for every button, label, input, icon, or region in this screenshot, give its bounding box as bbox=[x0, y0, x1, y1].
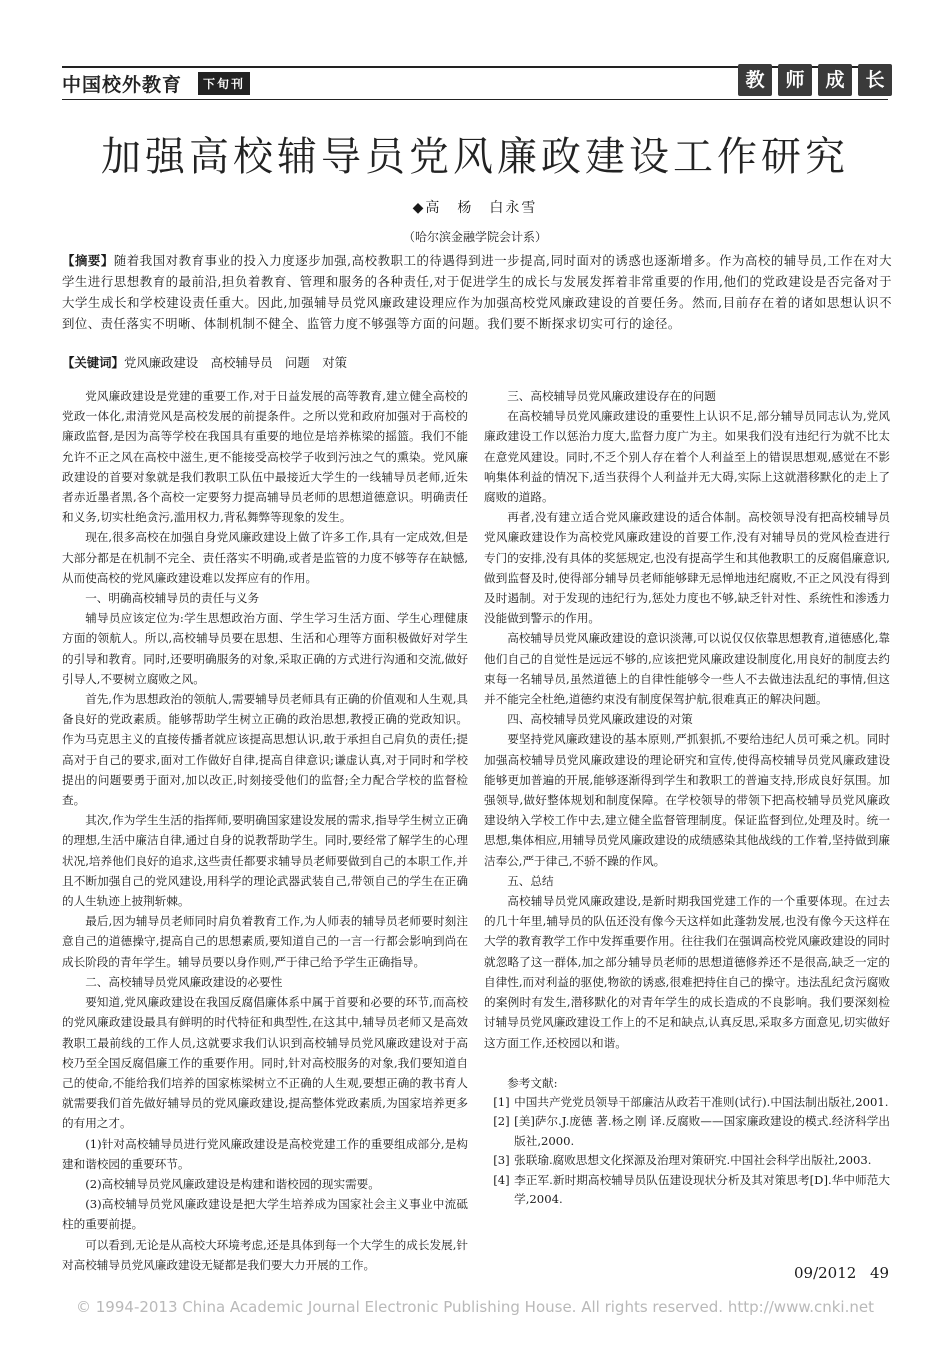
body-column-left bbox=[62, 386, 468, 1275]
body-paragraph: 要坚持党风廉政建设的基本原则,严抓狠抓,不要给违纪人员可乘之机。同时加强高校辅导员党风廉政建设的理论研究和宣传,使得高校辅导员党风廉政建设能够更加普遍的开展,能够逐渐得到学生和教职工的普遍支持,形成良好氛围。加强领导,做好整体规划和制度保障。在学校领导的带领下把高校辅导员党风廉政建设纳入学校工作中去,建立健全监督管理制度。保证监督到位,处理及时。统一思想,集体相应,用辅导员党风廉政建设的成绩感染其他战线的工作着,坚持做到廉洁奉公,严于律己,不骄不躁的作风。 bbox=[484, 732, 890, 868]
body-paragraph: 在高校辅导员党风廉政建设的重要性上认识不足,部分辅导员同志认为,党风廉政建设工作以惩治力度大,监督力度广为主。如果我们没有违纪行为就不比太在意党风建设。同时,不乏个别人存在着个人利益至上的错误思想观,感觉在不影响集体利益的情况下,适当获得个人利益并无大碍,实际上这就潜移默化的走上了腐败的道路。 bbox=[484, 409, 890, 505]
keywords-text: 党风廉政建设 高校辅导员 问题 对策 bbox=[123, 355, 347, 370]
column-name bbox=[738, 64, 892, 96]
section-heading: 五、总结 bbox=[507, 873, 554, 888]
reference-number: [2] bbox=[493, 1114, 510, 1129]
issue-label: 下旬刊 bbox=[198, 72, 250, 95]
reference-item bbox=[484, 1171, 890, 1210]
abstract-text: 随着我国对教育事业的投入力度逐步加强,高校教职工的待遇得到进一步提高,同时面对的诱惑也逐渐增多。作为高校的辅导员,工作在对大学生进行思想教育的最前沿,担负着教育、管理和服务的各种责任,对于促进学生的成长与发展发挥着非常重要的作用,他们的党政建设是否完备对于大学生成长和学校建设责任重大。因此,加强辅导员党风廉政建设理应作为加强高校党风廉政建设的首要任务。然而,目前存在着的诸如思想认识不到位、责任落实不明晰、体制机制不健全、监管力度不够强等方面的问题。我们要不断探求切实可行的途径。 bbox=[62, 253, 892, 331]
body-paragraph: 可以看到,无论是从高校大环境考虑,还是具体到每一个大学生的成长发展,针对高校辅导员党风廉政建设无疑都是我们要大力开展的工作。 bbox=[62, 1237, 468, 1272]
reference-text: 中国共产党党员领导干部廉洁从政若干准则(试行).中国法制出版社,2001. bbox=[514, 1094, 889, 1109]
reference-text: 张联瑜.腐败思想文化探源及治理对策研究.中国社会科学出版社,2003. bbox=[514, 1153, 872, 1168]
keywords bbox=[62, 352, 892, 373]
body-column-right bbox=[484, 386, 890, 1210]
article-title: 加强高校辅导员党风廉政建设工作研究 bbox=[101, 134, 849, 180]
reference-item bbox=[484, 1151, 890, 1171]
reference-number: [4] bbox=[493, 1172, 510, 1187]
column-char: 成 bbox=[818, 64, 852, 96]
body-paragraph: 要知道,党风廉政建设在我国反腐倡廉体系中属于首要和必要的环节,而高校的党风廉政建设最具有鲜明的时代特征和典型性,在这其中,辅导员老师又是高效教职工最前线的工作人员,这就要求我们认识到高校辅导员党风廉政建设对于高校乃至全国反腐倡廉工作的重要作用。同时,针对高校服务的对象,我们要知道自己的使命,不能给我们培养的国家栋梁树立不正确的人生观,要想正确的教书育人就需要我们首先做好辅导员的党风廉政建设,提高整体党政素质,为国家培养更多的有用之才。 bbox=[62, 995, 468, 1131]
reference-item bbox=[484, 1093, 890, 1113]
body-paragraph: 最后,因为辅导员老师同时肩负着教育工作,为人师表的辅导员老师要时刻注意自己的道德操守,提高自己的思想素质,要知道自己的一言一行都会影响到尚在成长阶段的青年学生。辅导员要以身作则,严于律己给予学生正确指导。 bbox=[62, 914, 468, 969]
column-char: 师 bbox=[778, 64, 812, 96]
body-paragraph: 再者,没有建立适合党风廉政建设的适合体制。高校领导没有把高校辅导员党风廉政建设作为高校党风廉政建设的首要工作,没有对辅导员的党风检查进行专门的安排,没有具体的奖惩规定,也没有提高学生和其他教职工的反腐倡廉意识,做到监督及时,使得部分辅导员老师能够肆无忌惮地违纪腐败,不正之风没有得到及时遏制。对于发现的违纪行为,惩处力度也不够,缺乏针对性、系统性和渗透力没能做到警示的作用。 bbox=[484, 510, 890, 626]
page-number: 49 bbox=[870, 1264, 890, 1282]
abstract bbox=[62, 250, 892, 334]
body-paragraph: 首先,作为思想政治的领航人,需要辅导员老师具有正确的价值观和人生观,具备良好的党政素质。能够帮助学生树立正确的政治思想,教授正确的党政知识。作为马克思主义的直接传播者就应该提高思想认识,敢于承担自己肩负的责任;提高对于自己的要求,面对工作做好自律,提高自律意识;谦虚认真,对于同时和学校提出的问题要勇于面对,加以改正,时刻接受他们的监督;全力配合学校的监督检查。 bbox=[62, 692, 468, 808]
section-heading: 四、高校辅导员党风廉政建设的对策 bbox=[507, 712, 693, 727]
body-paragraph: (1)针对高校辅导员进行党风廉政建设是高校党建工作的重要组成部分,是构建和谐校园的重要环节。 bbox=[62, 1136, 468, 1171]
body-paragraph: 高校辅导员党风廉政建设,是新时期我国党建工作的一个重要体现。在过去的几十年里,辅导员的队伍还没有像今天这样如此蓬勃发展,也没有像今天这样在大学的教育教学工作中发挥重要作用。往往我们在强调高校党风廉政建设的同时就忽略了这一群体,加之部分辅导员老师的思想道德修养还不是很高,缺乏一定的自律性,而对利益的驱使,物欲的诱惑,很难把持住自己的操守。违法乱纪贪污腐败的案例时有发生,潜移默化的对青年学生的成长造成的不良影响。我们要深刻检讨辅导员党风廉政建设工作上的不足和缺点,认真反思,采取多方面意见,切实做好这方面工作,还校园以和谐。 bbox=[484, 894, 890, 1050]
article-affiliation: （哈尔滨金融学院会计系） bbox=[402, 230, 547, 244]
section-heading: 二、高校辅导员党风廉政建设的必要性 bbox=[85, 974, 283, 989]
column-char: 教 bbox=[738, 64, 772, 96]
references-title: 参考文献: bbox=[507, 1075, 558, 1090]
body-paragraph: (2)高校辅导员党风廉政建设是构建和谐校园的现实需要。 bbox=[85, 1176, 380, 1191]
body-paragraph: 其次,作为学生生活的指挥师,要明确国家建设发展的需求,指导学生树立正确的理想,生活中廉洁自律,通过自身的说教帮助学生。同时,要经常了解学生的心理状况,培养他们良好的追求,这些责任都要求辅导员老师要做到自己的本职工作,并且不断加强自己的党风建设,用科学的理论武器武装自己,带领自己的学生在正确的人生轨迹上披荆斩棘。 bbox=[62, 813, 468, 909]
body-paragraph: 现在,很多高校在加强自身党风廉政建设上做了许多工作,具有一定成效,但是大部分都是在机制不完全、责任落实不明确,或者是监管的力度不够等存在缺憾,从而使高校的党风廉政建设难以发挥应有的作用。 bbox=[62, 530, 468, 585]
reference-number: [1] bbox=[493, 1094, 510, 1109]
header-rule-bottom bbox=[62, 99, 888, 100]
reference-text: 李正军.新时期高校辅导员队伍建设现状分析及其对策思考[D].华中师范大学,2004. bbox=[514, 1172, 890, 1207]
body-paragraph: 辅导员应该定位为:学生思想政治方面、学生学习生活方面、学生心理健康方面的领航人。所以,高校辅导员要在思想、生活和心理等方面积极做好对学生的引导和教育。同时,还要明确服务的对象,采取正确的方式进行沟通和交流,做好引导人,不要树立腐败之风。 bbox=[62, 611, 468, 686]
keywords-tag: 【关键词】 bbox=[62, 355, 124, 370]
journal-name: 中国校外教育 bbox=[62, 74, 183, 96]
reference-item bbox=[484, 1112, 890, 1151]
copyright-notice: © 1994-2013 China Academic Journal Electronic Publishing House. All rights reserved. http://www.cnki.net bbox=[76, 1298, 874, 1316]
column-char: 长 bbox=[858, 64, 892, 96]
reference-text: [美]萨尔.J.庞德 著.杨之刚 译.反腐败——国家廉政建设的模式.经济科学出版社,2000. bbox=[514, 1114, 890, 1148]
body-paragraph: (3)高校辅导员党风廉政建设是把大学生培养成为国家社会主义事业中流砥柱的重要前提。 bbox=[62, 1197, 468, 1232]
section-heading: 一、明确高校辅导员的责任与义务 bbox=[85, 591, 260, 606]
section-heading: 三、高校辅导员党风廉政建设存在的问题 bbox=[507, 389, 716, 403]
issue-date: 09/2012 bbox=[794, 1264, 857, 1282]
abstract-tag: 【摘要】 bbox=[62, 253, 114, 268]
body-paragraph: 党风廉政建设是党建的重要工作,对于日益发展的高等教育,建立健全高校的党政一体化,肃清党风是高校发展的前提条件。之所以党和政府加强对于高校的廉政监督,是因为高等学校在我国具有重要的地位是培养栋梁的摇篮。我们不能允许不正之风在高校中滋生,更不能接受高校学子收到污浊之气的熏染。党风廉政建设的首要对象就是我们教职工队伍中最接近大学生的一线辅导员老师,近朱者赤近墨者黑,各个高校一定要努力提高辅导员老师的思想道德意识。明确责任和义务,切实杜绝贪污,滥用权力,背私舞弊等现象的发生。 bbox=[62, 389, 468, 525]
body-paragraph: 高校辅导员党风廉政建设的意识淡薄,可以说仅仅依靠思想教育,道德感化,靠他们自己的自觉性是远远不够的,应该把党风廉政建设制度化,用良好的制度去约束每一名辅导员,虽然道德上的自律性能够令一些人不去做违法乱纪的事情,但这并不能完全杜绝,道德约束没有制度保驾护航,很难真正的解决问题。 bbox=[484, 631, 890, 707]
reference-number: [3] bbox=[493, 1153, 510, 1168]
article-authors: ◆高 杨 白永雪 bbox=[412, 200, 538, 216]
